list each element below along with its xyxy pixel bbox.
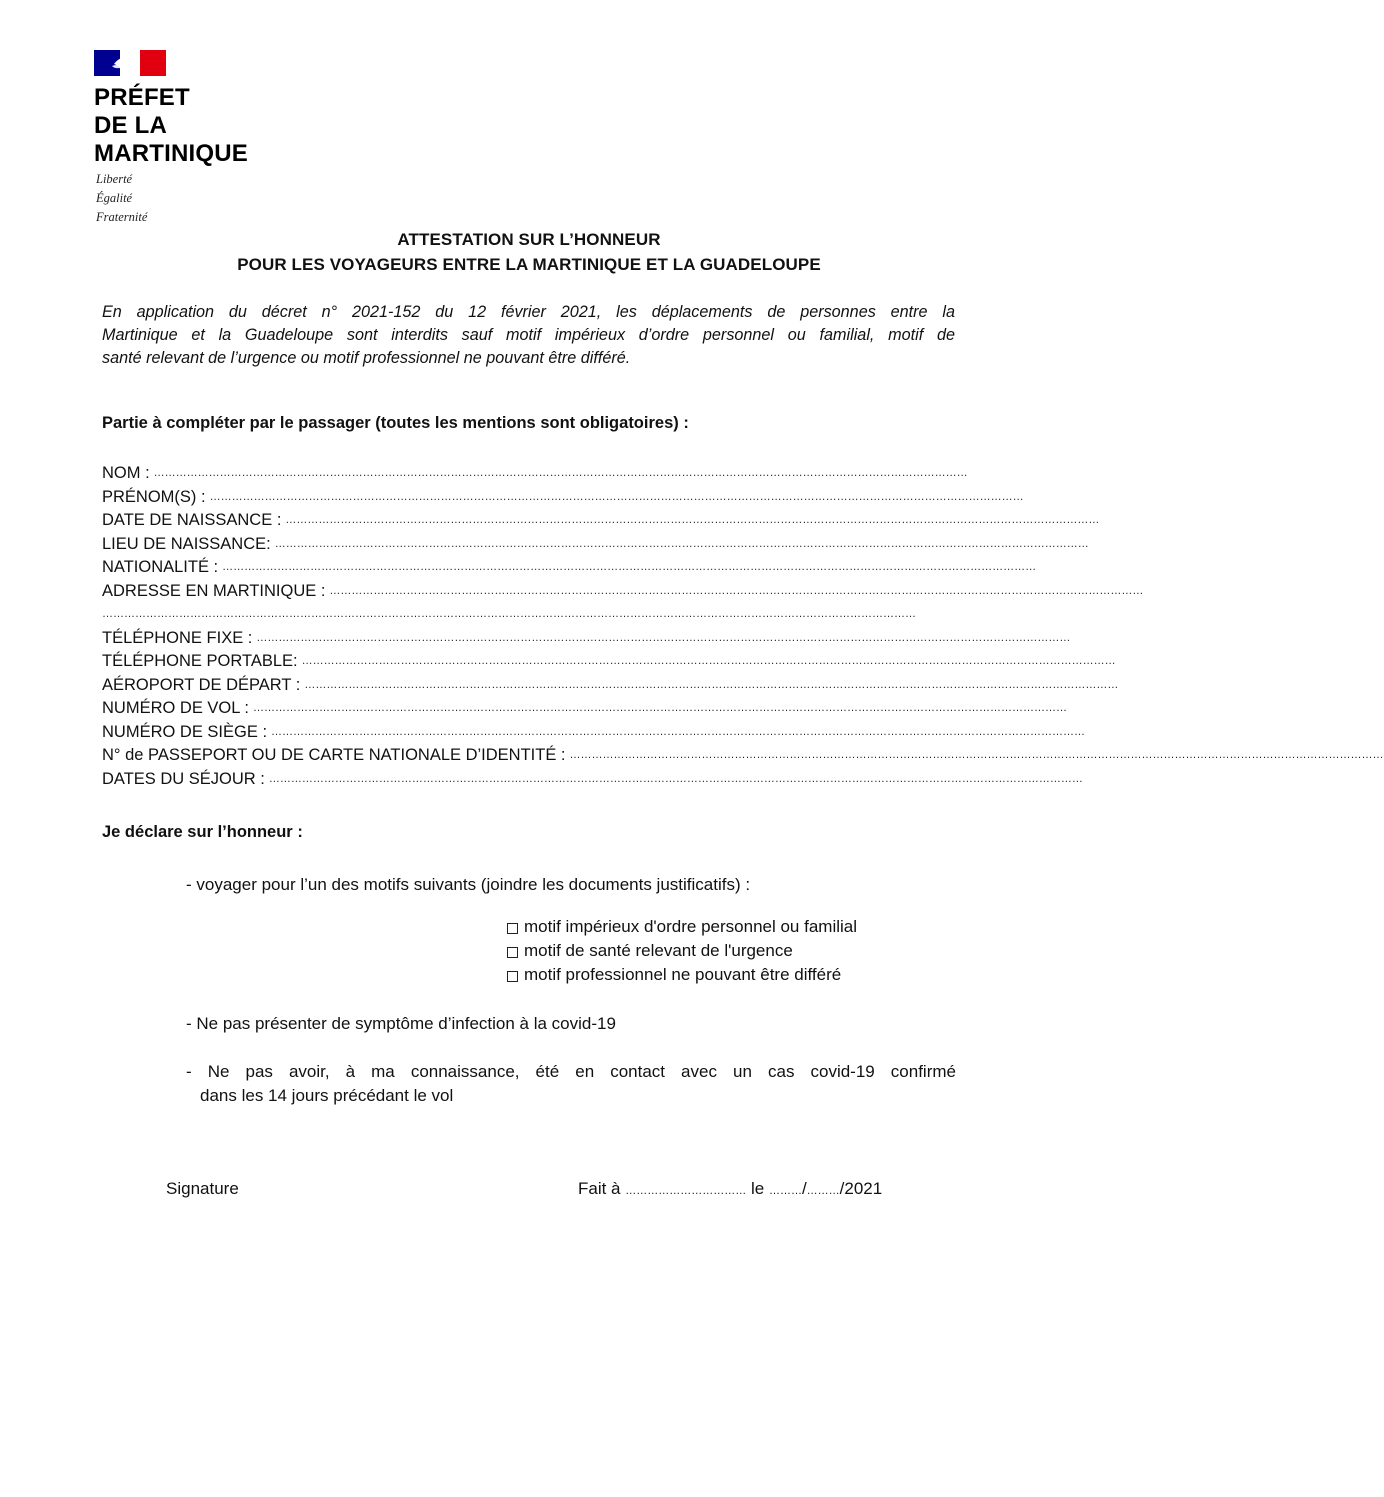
reason-option-professional[interactable] bbox=[506, 963, 857, 987]
reason-options bbox=[506, 915, 857, 987]
field-telephone-fixe[interactable] bbox=[102, 627, 1071, 651]
option-label: motif professionnel ne pouvant être différé bbox=[524, 965, 842, 984]
field-label: NATIONALITÉ : bbox=[102, 558, 219, 576]
year-label: /2021 bbox=[839, 1179, 883, 1198]
prefecture-name bbox=[94, 84, 284, 168]
field-prenoms[interactable] bbox=[102, 486, 1024, 510]
fill-line[interactable]: …………………………………………………………………………………………………………………………………………………………………………………………………… bbox=[268, 772, 1083, 785]
intro-line: En application du décret n° 2021-152 du 12 février 2021, les déplacements de personnes entre la bbox=[102, 303, 955, 321]
field-adresse-martinique[interactable] bbox=[102, 580, 1144, 604]
field-label: NUMÉRO DE SIÈGE : bbox=[102, 722, 268, 741]
declaration-heading: Je déclare sur l’honneur : bbox=[102, 823, 303, 841]
motto-liberte: Liberté bbox=[96, 172, 133, 186]
checkbox[interactable] bbox=[507, 971, 518, 982]
field-dates-sejour[interactable] bbox=[102, 768, 1083, 792]
intro-line: Martinique et la Guadeloupe sont interdits sauf motif impérieux d’ordre personnel ou familial, motif de bbox=[102, 326, 955, 344]
place-fill-line[interactable]: …………………………… bbox=[625, 1185, 747, 1197]
intro-line: santé relevant de l’urgence ou motif professionnel ne pouvant être différé. bbox=[102, 349, 631, 367]
month-fill-line[interactable]: ……… bbox=[806, 1185, 840, 1197]
fill-line[interactable]: …………………………………………………………………………………………………………………………………………………………………………………………………… bbox=[271, 725, 1086, 738]
logo-line-2: DE LA bbox=[94, 112, 167, 139]
motto-egalite: Égalité bbox=[96, 191, 133, 205]
form-heading: Partie à compléter par le passager (toutes les mentions sont obligatoires) : bbox=[102, 414, 689, 432]
fill-line[interactable]: …………………………………………………………………………………………………………………………………………………………………………………………………… bbox=[329, 584, 1144, 597]
declaration-text-line: - Ne pas avoir, à ma connaissance, été en contact avec un cas covid-19 confirmé bbox=[186, 1062, 956, 1081]
field-label: TÉLÉPHONE PORTABLE: bbox=[102, 652, 298, 670]
le-label: le bbox=[746, 1179, 769, 1198]
field-nationalite[interactable] bbox=[102, 556, 1037, 580]
republic-motto bbox=[96, 170, 147, 227]
marianne-emblem-icon bbox=[94, 50, 166, 78]
field-aeroport-depart[interactable] bbox=[102, 674, 1119, 698]
fill-line[interactable]: …………………………………………………………………………………………………………………………………………………………………………………………………… bbox=[256, 631, 1071, 644]
field-date-naissance[interactable] bbox=[102, 509, 1100, 533]
declaration-text-line: dans les 14 jours précédant le vol bbox=[200, 1086, 454, 1105]
declaration-item-no-symptoms: - Ne pas présenter de symptôme d’infection à la covid-19 bbox=[186, 1014, 616, 1033]
signature-label: Signature bbox=[166, 1179, 239, 1198]
declaration-item-no-contact bbox=[186, 1060, 956, 1108]
fill-line[interactable]: …………………………………………………………………………………………………………………………………………………………………………………………………… bbox=[285, 514, 1100, 526]
place-date-line bbox=[578, 1179, 882, 1199]
field-label: LIEU DE NAISSANCE: bbox=[102, 534, 271, 553]
field-label: NOM : bbox=[102, 464, 150, 482]
reason-option-health[interactable] bbox=[506, 939, 857, 963]
field-label: TÉLÉPHONE FIXE : bbox=[102, 628, 253, 647]
passenger-form bbox=[102, 462, 1384, 791]
fill-line[interactable]: …………………………………………………………………………………………………………………………………………………………………………………………………… bbox=[102, 608, 916, 620]
date-separator: / bbox=[801, 1179, 807, 1198]
fill-line[interactable]: …………………………………………………………………………………………………………………………………………………………………………………………………… bbox=[301, 655, 1116, 667]
declaration-item-travel-reason: - voyager pour l’un des motifs suivants (joindre les documents justificatifs) : bbox=[186, 875, 751, 894]
fill-line[interactable]: …………………………………………………………………………………………………………………………………………………………………………………………………… bbox=[209, 490, 1024, 503]
option-label: motif de santé relevant de l'urgence bbox=[524, 941, 793, 960]
checkbox[interactable] bbox=[507, 923, 518, 934]
option-label: motif impérieux d'ordre personnel ou familial bbox=[524, 917, 858, 936]
field-adresse-continued[interactable] bbox=[102, 603, 916, 627]
motto-fraternite: Fraternité bbox=[96, 210, 148, 224]
field-passeport-cni[interactable] bbox=[102, 744, 1384, 768]
field-label: ADRESSE EN MARTINIQUE : bbox=[102, 581, 326, 600]
field-lieu-naissance[interactable] bbox=[102, 533, 1089, 557]
field-label: DATE DE NAISSANCE : bbox=[102, 511, 282, 529]
field-label: NUMÉRO DE VOL : bbox=[102, 699, 249, 717]
fait-a-label: Fait à bbox=[578, 1179, 626, 1198]
field-numero-vol[interactable] bbox=[102, 697, 1067, 721]
field-numero-siege[interactable] bbox=[102, 721, 1086, 745]
field-label: DATES DU SÉJOUR : bbox=[102, 769, 265, 788]
fill-line[interactable]: …………………………………………………………………………………………………………………………………………………………………………………………………… bbox=[253, 702, 1067, 714]
fill-line[interactable]: …………………………………………………………………………………………………………………………………………………………………………………………………… bbox=[304, 678, 1119, 691]
fill-line[interactable]: …………………………………………………………………………………………………………………………………………………………………………………………………… bbox=[153, 467, 968, 479]
fill-line[interactable]: …………………………………………………………………………………………………………………………………………………………………………………………………… bbox=[569, 749, 1384, 761]
logo-line-3: MARTINIQUE bbox=[94, 140, 248, 167]
intro-paragraph bbox=[102, 301, 955, 370]
fill-line[interactable]: …………………………………………………………………………………………………………………………………………………………………………………………………… bbox=[274, 537, 1089, 550]
field-label: AÉROPORT DE DÉPART : bbox=[102, 675, 301, 694]
day-fill-line[interactable]: ……… bbox=[768, 1185, 802, 1197]
field-telephone-portable[interactable] bbox=[102, 650, 1116, 674]
logo-line-1: PRÉFET bbox=[94, 84, 190, 111]
field-label: PRÉNOM(S) : bbox=[102, 487, 206, 506]
field-nom[interactable] bbox=[102, 462, 968, 486]
document-title: ATTESTATION SUR L’HONNEUR bbox=[397, 230, 661, 249]
fill-line[interactable]: …………………………………………………………………………………………………………………………………………………………………………………………………… bbox=[222, 561, 1037, 573]
reason-option-personal[interactable] bbox=[506, 915, 857, 939]
checkbox[interactable] bbox=[507, 947, 518, 958]
document-subtitle: POUR LES VOYAGEURS ENTRE LA MARTINIQUE ET LA GUADELOUPE bbox=[237, 255, 821, 274]
field-label: N° de PASSEPORT OU DE CARTE NATIONALE D’IDENTITÉ : bbox=[102, 746, 566, 764]
